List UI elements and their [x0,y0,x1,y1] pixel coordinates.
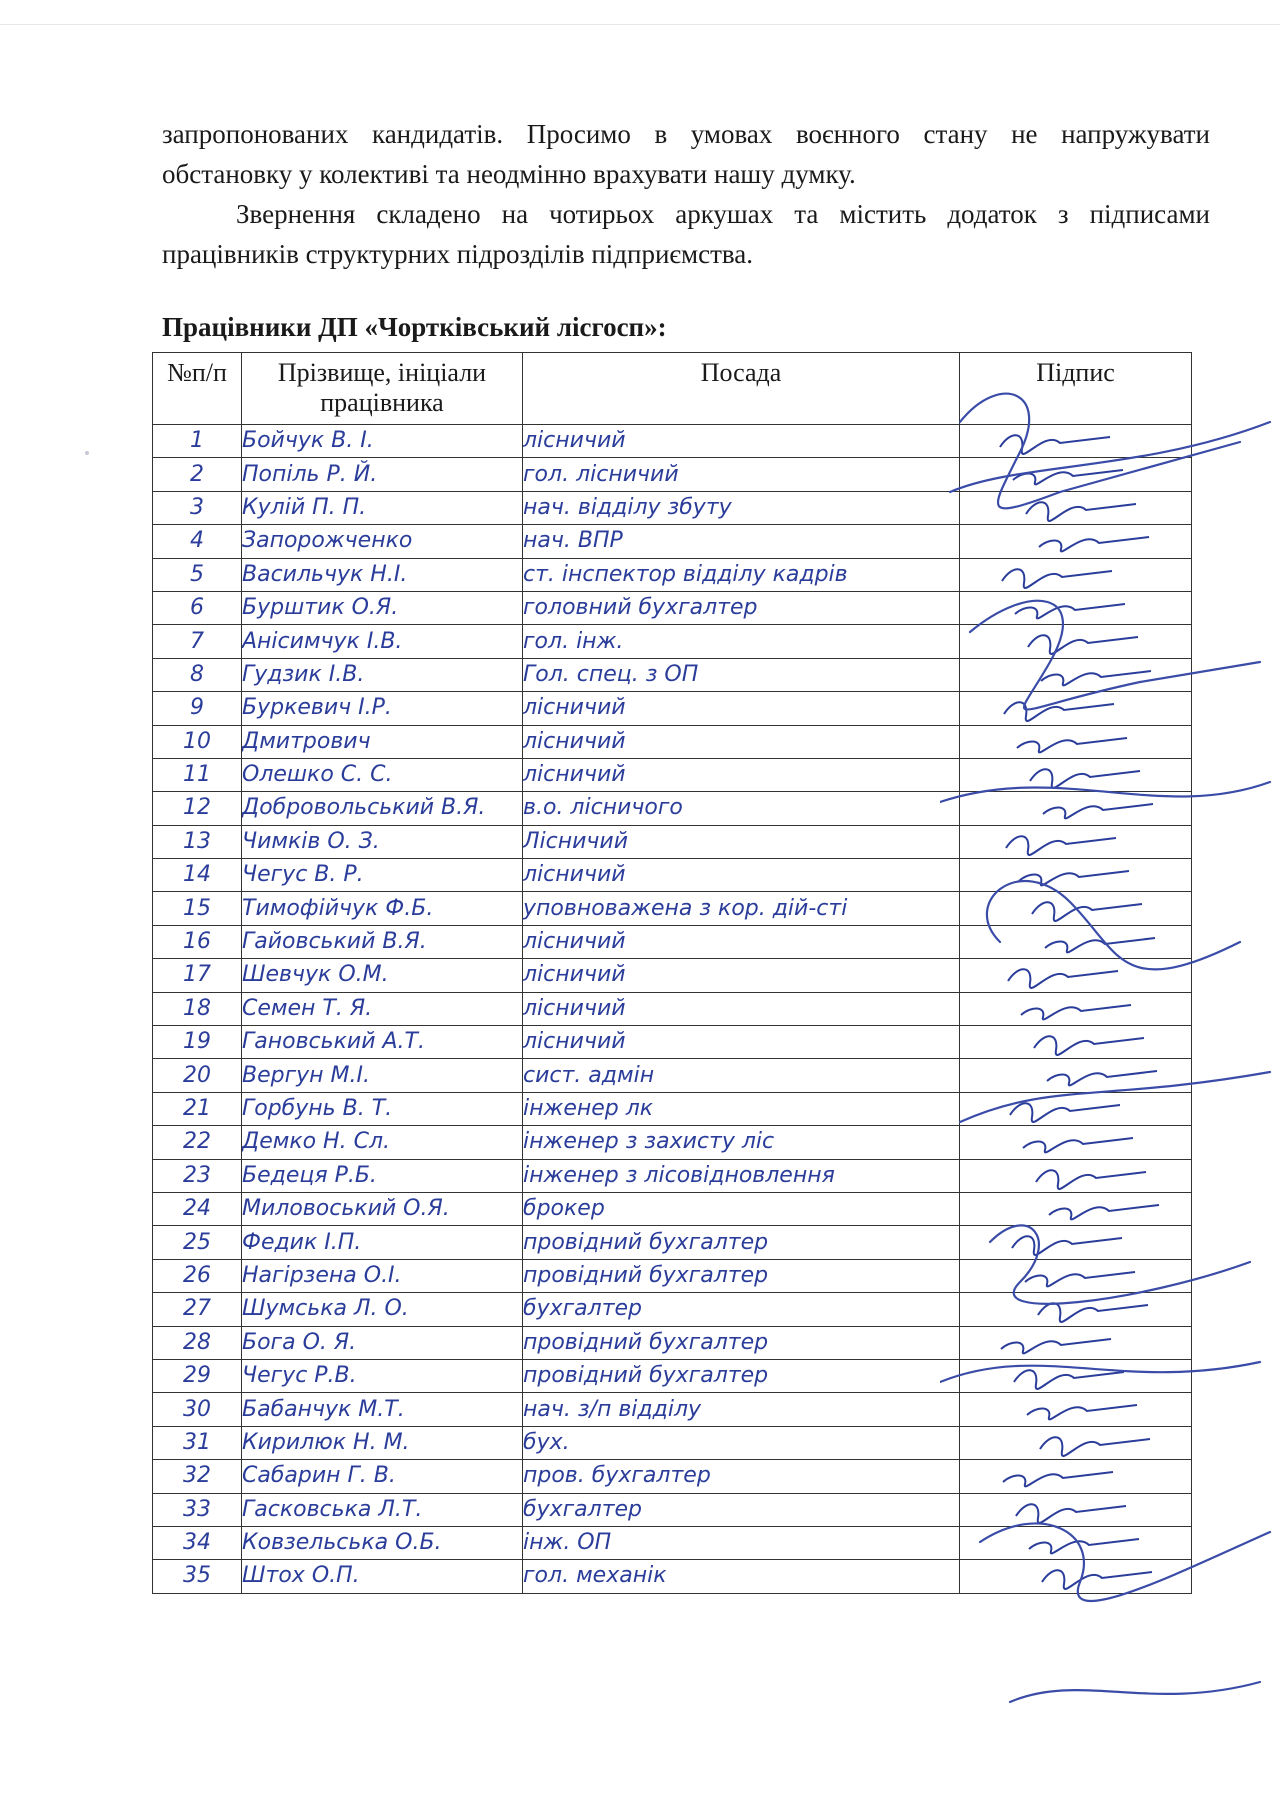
table-row [153,1393,1192,1426]
table-row [153,1493,1192,1526]
header-number: №п/п [153,353,242,425]
row-name: Шумська Л. О. [242,1293,523,1326]
row-position: інж. ОП [523,1526,960,1559]
row-name: Бедеця Р.Б. [242,1159,523,1192]
row-name: Дмитрович [242,725,523,758]
row-position: лісничий [523,758,960,791]
signature-table [152,352,1192,1594]
row-signature [960,692,1192,725]
table-row [153,792,1192,825]
table-row [153,1126,1192,1159]
row-signature [960,558,1192,591]
table-row [153,1092,1192,1125]
row-position: нач. відділу збуту [523,491,960,524]
handwritten-signature [960,859,1190,891]
row-number: 34 [153,1526,242,1559]
row-number: 17 [153,959,242,992]
row-name: Федик І.П. [242,1226,523,1259]
row-position: інженер з лісовідновлення [523,1159,960,1192]
row-number: 31 [153,1426,242,1459]
row-name: Демко Н. Сл. [242,1126,523,1159]
row-name: Сабарин Г. В. [242,1460,523,1493]
row-number: 25 [153,1226,242,1259]
row-number: 11 [153,758,242,791]
row-name: Штох О.П. [242,1560,523,1593]
row-signature [960,1059,1192,1092]
table-row [153,425,1192,458]
row-signature [960,425,1192,458]
row-number: 21 [153,1092,242,1125]
row-position: лісничий [523,692,960,725]
row-name: Вергун М.І. [242,1059,523,1092]
row-name: Буркевич І.Р. [242,692,523,725]
handwritten-signature [960,892,1190,924]
row-position: інженер з захисту ліс [523,1126,960,1159]
row-number: 4 [153,525,242,558]
row-signature [960,959,1192,992]
row-signature [960,625,1192,658]
table-row [153,892,1192,925]
row-signature [960,1126,1192,1159]
row-signature [960,859,1192,892]
row-position: лісничий [523,725,960,758]
row-position: бух. [523,1426,960,1459]
table-row [153,1526,1192,1559]
row-signature [960,1293,1192,1326]
handwritten-signature [960,1026,1190,1058]
row-signature [960,458,1192,491]
row-name: Бога О. Я. [242,1326,523,1359]
row-position: нач. з/п відділу [523,1393,960,1426]
row-position: лісничий [523,925,960,958]
table-row [153,591,1192,624]
row-position: лісничий [523,425,960,458]
row-signature [960,1159,1192,1192]
row-name: Васильчук Н.І. [242,558,523,591]
row-position: гол. інж. [523,625,960,658]
row-signature [960,1493,1192,1526]
row-signature [960,525,1192,558]
row-number: 15 [153,892,242,925]
header-name: Прізвище, ініціали працівника [242,353,523,425]
row-name: Нагірзена О.І. [242,1259,523,1292]
row-name: Миловоський О.Я. [242,1192,523,1225]
table-row [153,1259,1192,1292]
handwritten-signature [960,1393,1190,1425]
row-name: Горбунь В. Т. [242,1092,523,1125]
table-row [153,1359,1192,1392]
row-position: лісничий [523,959,960,992]
row-signature [960,1393,1192,1426]
row-signature [960,1092,1192,1125]
row-position: провідний бухгалтер [523,1326,960,1359]
row-number: 14 [153,859,242,892]
table-row [153,859,1192,892]
handwritten-signature [960,926,1190,958]
handwritten-signature [960,625,1190,657]
row-number: 8 [153,658,242,691]
row-name: Чегус В. Р. [242,859,523,892]
row-position: провідний бухгалтер [523,1359,960,1392]
row-position: інженер лк [523,1092,960,1125]
row-signature [960,992,1192,1025]
row-signature [960,658,1192,691]
row-position: в.о. лісничого [523,792,960,825]
handwritten-signature [960,1093,1190,1125]
row-signature [960,892,1192,925]
table-row [153,725,1192,758]
row-name: Добровольський В.Я. [242,792,523,825]
handwritten-signature [960,959,1190,991]
row-position: пров. бухгалтер [523,1460,960,1493]
margin-dot [85,451,89,455]
row-position: брокер [523,1192,960,1225]
paragraph-intro: запропонованих кандидатів. Просимо в умовах воєнного стану не напружувати обстановку у колективі та неодмінно врахувати нашу думку. [162,119,1210,189]
handwritten-signature [960,1059,1190,1091]
row-number: 24 [153,1192,242,1225]
handwritten-signature [960,458,1190,490]
table-row [153,992,1192,1025]
page-top-edge [0,24,1280,25]
row-number: 28 [153,1326,242,1359]
handwritten-signature [960,1494,1190,1526]
row-signature [960,825,1192,858]
handwritten-signature [960,826,1190,858]
handwritten-signature [960,692,1190,724]
table-row [153,558,1192,591]
row-signature [960,1426,1192,1459]
table-row [153,658,1192,691]
row-name: Гасковська Л.Т. [242,1493,523,1526]
handwritten-signature [960,492,1190,524]
row-signature [960,1526,1192,1559]
row-position: провідний бухгалтер [523,1259,960,1292]
row-signature [960,1192,1192,1225]
row-signature [960,1259,1192,1292]
row-number: 3 [153,491,242,524]
row-position: провідний бухгалтер [523,1226,960,1259]
row-position: ст. інспектор відділу кадрів [523,558,960,591]
header-signature: Підпис [960,353,1192,425]
row-name: Ковзельська О.Б. [242,1526,523,1559]
row-number: 18 [153,992,242,1025]
table-body [153,425,1192,1594]
row-name: Семен Т. Я. [242,992,523,1025]
handwritten-signature [960,425,1190,457]
row-position: головний бухгалтер [523,591,960,624]
row-number: 23 [153,1159,242,1192]
row-name: Шевчук О.М. [242,959,523,992]
handwritten-signature [960,993,1190,1025]
row-number: 2 [153,458,242,491]
row-number: 29 [153,1359,242,1392]
handwritten-signature [960,1160,1190,1192]
row-position: гол. механік [523,1560,960,1593]
handwritten-signature [960,1327,1190,1359]
row-position: гол. лісничий [523,458,960,491]
row-number: 27 [153,1293,242,1326]
row-signature [960,1359,1192,1392]
row-name: Кулій П. П. [242,491,523,524]
row-signature [960,591,1192,624]
row-name: Бурштик О.Я. [242,591,523,624]
table-row [153,1059,1192,1092]
handwritten-signature [960,1226,1190,1258]
table-row [153,1560,1192,1593]
handwritten-signature [960,1527,1190,1559]
row-number: 30 [153,1393,242,1426]
handwritten-signature [960,525,1190,557]
table-header-row [153,353,1192,425]
handwritten-signature [960,1126,1190,1158]
row-name: Бабанчук М.Т. [242,1393,523,1426]
handwritten-signature [960,792,1190,824]
row-signature [960,792,1192,825]
row-number: 20 [153,1059,242,1092]
row-number: 35 [153,1560,242,1593]
table-row [153,1226,1192,1259]
row-signature [960,491,1192,524]
row-name: Тимофійчук Ф.Б. [242,892,523,925]
table-row [153,1426,1192,1459]
table-row [153,1293,1192,1326]
handwritten-signature [960,1460,1190,1492]
row-position: уповноважена з кор. дій-сті [523,892,960,925]
row-signature [960,758,1192,791]
handwritten-signature [960,1560,1190,1592]
row-position: лісничий [523,1026,960,1059]
section-heading: Працівники ДП «Чортківський лісгосп»: [162,312,667,342]
table-row [153,625,1192,658]
row-signature [960,725,1192,758]
row-name: Бойчук В. І. [242,425,523,458]
table-row [153,758,1192,791]
row-signature [960,1326,1192,1359]
row-name: Кирилюк Н. М. [242,1426,523,1459]
row-number: 10 [153,725,242,758]
table-row [153,1026,1192,1059]
header-position: Посада [523,353,960,425]
row-number: 13 [153,825,242,858]
row-name: Олешко С. С. [242,758,523,791]
row-position: лісничий [523,992,960,1025]
row-position: сист. адмін [523,1059,960,1092]
row-signature [960,1026,1192,1059]
row-signature [960,925,1192,958]
handwritten-signature [960,559,1190,591]
row-position: бухгалтер [523,1493,960,1526]
row-name: Чегус Р.В. [242,1359,523,1392]
row-name: Запорожченко [242,525,523,558]
handwritten-signature [960,726,1190,758]
table-row [153,825,1192,858]
handwritten-signature [960,592,1190,624]
row-position: бухгалтер [523,1293,960,1326]
row-signature [960,1460,1192,1493]
row-number: 9 [153,692,242,725]
row-number: 12 [153,792,242,825]
handwritten-signature [960,1193,1190,1225]
table-row [153,1192,1192,1225]
row-number: 1 [153,425,242,458]
table-row [153,525,1192,558]
handwritten-signature [960,1293,1190,1325]
row-position: нач. ВПР [523,525,960,558]
row-number: 5 [153,558,242,591]
row-name: Гудзик І.В. [242,658,523,691]
row-number: 7 [153,625,242,658]
handwritten-signature [960,1360,1190,1392]
row-position: Гол. спец. з ОП [523,658,960,691]
row-number: 6 [153,591,242,624]
table-row [153,692,1192,725]
row-number: 19 [153,1026,242,1059]
table-row [153,959,1192,992]
row-position: Лісничий [523,825,960,858]
row-position: лісничий [523,859,960,892]
handwritten-signature [960,1260,1190,1292]
row-number: 26 [153,1259,242,1292]
row-signature [960,1226,1192,1259]
row-number: 22 [153,1126,242,1159]
row-number: 32 [153,1460,242,1493]
table-row [153,491,1192,524]
table-row [153,925,1192,958]
table-row [153,1460,1192,1493]
row-name: Гайовський В.Я. [242,925,523,958]
table-row [153,1326,1192,1359]
row-name: Анісимчук І.В. [242,625,523,658]
table-row [153,1159,1192,1192]
row-signature [960,1560,1192,1593]
paragraph-appeal-note: Звернення складено на чотирьох аркушах та містить додаток з підписами працівників структурних підрозділів підприємства. [162,199,1210,269]
row-name: Гановський А.Т. [242,1026,523,1059]
row-number: 16 [153,925,242,958]
handwritten-signature [960,659,1190,691]
handwritten-signature [960,1427,1190,1459]
handwritten-signature [960,759,1190,791]
row-name: Чимків О. З. [242,825,523,858]
row-name: Попіль Р. Й. [242,458,523,491]
row-number: 33 [153,1493,242,1526]
table-row [153,458,1192,491]
